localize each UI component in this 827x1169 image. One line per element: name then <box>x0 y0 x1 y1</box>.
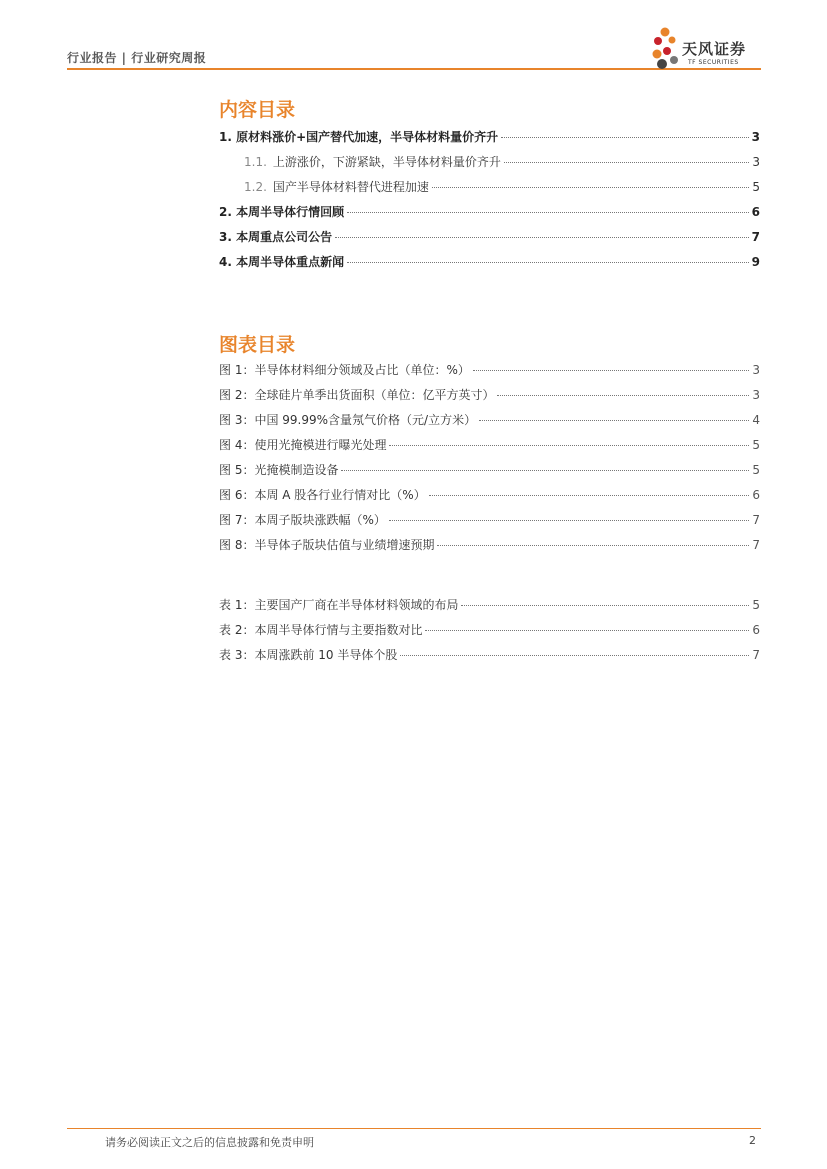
toc-item-page: 3 <box>751 130 760 144</box>
toc-item-label: 本周半导体重点新闻 <box>236 255 345 269</box>
figure-item-page: 5 <box>752 438 760 452</box>
flower-logo-icon <box>650 24 686 70</box>
figure-item-page: 4 <box>752 413 760 427</box>
toc-item-page: 9 <box>751 255 760 269</box>
company-logo <box>650 24 762 70</box>
footer-disclaimer: 请务必阅读正文之后的信息披露和免责申明 <box>105 1136 314 1149</box>
dot-leader <box>501 137 748 138</box>
toc-item-page: 7 <box>751 230 760 244</box>
figure-item[interactable] <box>219 511 760 529</box>
dot-leader <box>347 212 749 213</box>
dot-leader <box>479 420 749 421</box>
figure-item-page: 6 <box>752 488 760 502</box>
dot-leader <box>437 545 749 546</box>
toc-item-page: 3 <box>752 155 760 169</box>
logo-chinese-name: 天风证券 <box>682 40 747 58</box>
figure-item[interactable] <box>219 536 760 554</box>
dot-leader <box>341 470 749 471</box>
figure-item-label: 图 4：使用光掩模进行曝光处理 <box>219 438 387 452</box>
figure-item-label: 图 5：光掩模制造设备 <box>219 463 339 477</box>
dot-leader <box>389 520 750 521</box>
table-item-label: 表 2：本周半导体行情与主要指数对比 <box>219 623 423 637</box>
footer-divider <box>67 1128 761 1129</box>
figure-item-page: 5 <box>752 463 760 477</box>
dot-leader <box>347 262 749 263</box>
figure-item[interactable] <box>219 486 760 504</box>
toc-item-number: 4. <box>219 255 232 269</box>
dot-leader <box>504 162 749 163</box>
figure-item-label: 图 2：全球硅片单季出货面积（单位：亿平方英寸） <box>219 388 495 402</box>
dot-leader <box>429 495 750 496</box>
figure-item-label: 图 3：中国 99.99%含量氖气价格（元/立方米） <box>219 413 477 427</box>
table-item-label: 表 1：主要国产厂商在半导体材料领域的布局 <box>219 598 459 612</box>
toc-item[interactable] <box>219 203 760 221</box>
page-number: 2 <box>749 1134 756 1147</box>
dot-leader <box>400 655 749 656</box>
dot-leader <box>425 630 749 631</box>
figure-item-label: 图 8：半导体子版块估值与业绩增速预期 <box>219 538 435 552</box>
toc-item-label: 本周重点公司公告 <box>236 230 333 244</box>
dot-leader <box>335 237 749 238</box>
figure-item-page: 7 <box>752 513 760 527</box>
figure-item[interactable] <box>219 386 760 404</box>
toc-item[interactable] <box>219 128 760 146</box>
toc-item-number: 2. <box>219 205 232 219</box>
toc-item-number: 1. <box>219 130 232 144</box>
toc-subitem[interactable] <box>244 153 760 171</box>
table-item-page: 6 <box>752 623 760 637</box>
figure-item-page: 3 <box>752 388 760 402</box>
toc-subitem[interactable] <box>244 178 760 196</box>
toc-item-number: 1.2. <box>244 180 267 194</box>
table-item-page: 7 <box>752 648 760 662</box>
table-item-label: 表 3：本周涨跌前 10 半导体个股 <box>219 648 398 662</box>
figure-item-label: 图 1：半导体材料细分领域及占比（单位：%） <box>219 363 470 377</box>
dot-leader <box>389 445 749 446</box>
figures-title: 图表目录 <box>219 334 296 356</box>
logo-english-name: TF SECURITIES <box>688 59 739 66</box>
toc-item-page: 5 <box>752 180 760 194</box>
figure-item-label: 图 6：本周 A 股各行业行情对比（%） <box>219 488 426 502</box>
toc-item-number: 3. <box>219 230 232 244</box>
toc-item-label: 本周半导体行情回顾 <box>236 205 345 219</box>
figure-item-page: 7 <box>752 538 760 552</box>
table-item[interactable] <box>219 621 760 639</box>
table-item-page: 5 <box>752 598 760 612</box>
toc-title: 内容目录 <box>219 99 296 121</box>
toc-item[interactable] <box>219 228 760 246</box>
figure-item[interactable] <box>219 436 760 454</box>
figure-item-page: 3 <box>752 363 760 377</box>
figure-item[interactable] <box>219 361 760 379</box>
report-category: 行业报告 | 行业研究周报 <box>67 51 207 65</box>
table-item[interactable] <box>219 596 760 614</box>
dot-leader <box>432 187 749 188</box>
toc-item[interactable] <box>219 253 760 271</box>
toc-item-label: 国产半导体材料替代进程加速 <box>272 180 429 194</box>
dot-leader <box>473 370 750 371</box>
toc-item-page: 6 <box>751 205 760 219</box>
figure-item[interactable] <box>219 461 760 479</box>
toc-item-label: 上游涨价，下游紧缺，半导体材料量价齐升 <box>272 155 501 169</box>
figure-item[interactable] <box>219 411 760 429</box>
table-item[interactable] <box>219 646 760 664</box>
dot-leader <box>461 605 749 606</box>
toc-item-number: 1.1. <box>244 155 267 169</box>
toc-item-label: 原材料涨价+国产替代加速，半导体材料量价齐升 <box>236 130 499 144</box>
figure-item-label: 图 7：本周子版块涨跌幅（%） <box>219 513 386 527</box>
dot-leader <box>497 395 749 396</box>
